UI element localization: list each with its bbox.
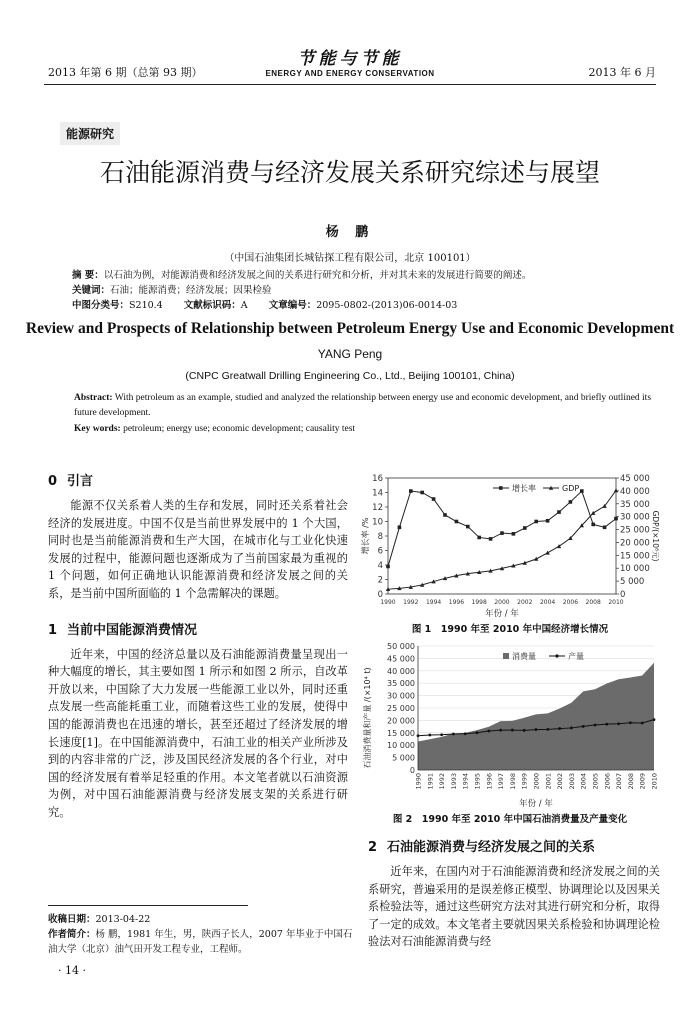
x-tick-label: 1999 (520, 773, 529, 790)
data-point (546, 728, 549, 731)
section-0-title: 引言 (67, 474, 94, 489)
right-column (368, 836, 660, 951)
data-point (546, 519, 550, 523)
x-tick-label: 2001 (544, 773, 553, 790)
data-point (499, 729, 502, 732)
right-tick-label: 35 000 (620, 499, 650, 510)
series-area-消费量 (418, 663, 654, 770)
y-tick-label: 30 000 (387, 691, 415, 701)
left-tick-label: 14 (372, 488, 383, 499)
x-tick-label: 2006 (562, 599, 579, 606)
section-1-number: 1 (48, 622, 58, 638)
legend-label: 消费量 (512, 652, 536, 661)
data-point (580, 489, 584, 493)
y-tick-label: 0 (409, 766, 415, 775)
header-divider (44, 84, 656, 85)
data-point (398, 526, 402, 530)
data-point (452, 733, 455, 736)
figure-2 (358, 640, 658, 810)
data-point (653, 718, 656, 721)
x-tick-label: 1998 (471, 599, 487, 606)
data-point (603, 526, 607, 530)
data-point (641, 722, 644, 725)
received-date (48, 912, 358, 927)
y-tick-label: 15 000 (387, 728, 415, 738)
series-line-GDP (388, 490, 616, 589)
section-1-title: 当前中国能源消费情况 (67, 622, 198, 638)
data-point (534, 557, 538, 561)
section-0-number: 0 (48, 474, 58, 489)
right-tick-label: 0 (620, 590, 626, 600)
data-point (428, 734, 431, 737)
article-no-label: 文章编号： (268, 300, 317, 311)
bio-text: 杨 鹏，1981 年生，男，陕西子长人，2007 年毕业于中国石油大学（北京）油气田开发工程专业，工程师。 (48, 929, 353, 955)
section-0-heading (48, 470, 348, 489)
section-1-paragraph: 近年来，中国的经济总量以及石油能源消费量呈现出一种大幅度的增长，其主要如图 1 所示和如图 2 所示，自改革开放以来，中国除了大力发展一些能源工业以外，同时还重点发展一些高能耗重工业，而随着这些工业的发展，使得中国的能源消费也在迅速的增长，甚至还超过了经济发展的增长速度[1]。在中国能源消费中，石油工业的相关产业所涉及到的内容非常的广泛，涉及国民经济发展的各个行业，对中国的经济发展有着举足轻重的作用。本文笔者就以石油资源为例，对中国石油能源消费与经济发展支架的关系进行研究。 (48, 647, 348, 819)
data-point (591, 511, 595, 515)
data-point (582, 725, 585, 728)
section-2-heading (368, 836, 660, 855)
x-tick-label: 2004 (579, 773, 588, 790)
keywords-text: 石油；能源消费；经济发展；因果检验 (110, 285, 272, 296)
english-keywords (74, 424, 656, 434)
author-bio (48, 927, 358, 957)
article-title: 石油能源消费与经济发展关系研究综述与展望 (99, 158, 600, 187)
x-tick-label: 1995 (473, 773, 482, 790)
x-tick-label: 2006 (603, 773, 612, 790)
data-point (570, 727, 573, 730)
article-no-value: 2095-0802-(2013)06-0014-03 (316, 300, 458, 311)
abstract-text: 以石油为例，对能源消费和经济发展之间的关系进行研究和分析，并对其未来的发展进行简要的阐述。 (103, 270, 532, 281)
data-point (440, 733, 443, 736)
x-tick-label: 2008 (626, 773, 635, 790)
x-tick-label: 2002 (517, 599, 533, 606)
x-tick-label: 2000 (494, 599, 510, 606)
x-tick-label: 1993 (449, 773, 458, 790)
section-2-paragraph: 近年来，在国内对于石油能源消费和经济发展之间的关系研究，普遍采用的是误差修正模型、协调理论以及因果关系检验法等，通过这些研究方法对其进行研究和分析，取得了一定的成效。本文笔者主要就因果关系检验和协调理论检验法对石油能源消费与经 (368, 865, 660, 949)
legend-label: 产量 (568, 652, 584, 661)
y-tick-label: 50 000 (387, 642, 415, 651)
y-tick-label: 45 000 (387, 654, 415, 664)
y-tick-label: 25 000 (387, 704, 415, 713)
x-tick-label: 1994 (425, 599, 442, 606)
figure-2-caption: 图 2 1990 年至 2010 年中国石油消费量及产量变化 (392, 814, 628, 825)
series-line-增长率 (388, 491, 616, 566)
x-tick-label: 1992 (403, 599, 419, 606)
data-point (409, 489, 413, 493)
y-axis-title: 石油消费量和产量 /(×10⁴ t) (363, 667, 372, 769)
x-tick-label: 2003 (567, 773, 576, 790)
data-point (489, 537, 493, 541)
x-tick-label: 1996 (448, 599, 465, 606)
data-point (455, 520, 459, 524)
x-tick-label: 1994 (461, 773, 470, 790)
received-value: 2013-04-22 (95, 914, 151, 925)
left-axis-title: 增长率 /% (361, 517, 370, 555)
data-point (557, 510, 561, 514)
x-tick-label: 1992 (438, 773, 447, 790)
data-point (523, 526, 527, 530)
x-tick-label: 1990 (414, 773, 423, 790)
left-tick-label: 4 (377, 561, 383, 571)
abstract-label: 摘 要： (72, 270, 104, 281)
data-point (617, 722, 620, 725)
data-point (569, 500, 573, 504)
x-tick-label: 2004 (539, 599, 556, 606)
data-point (535, 728, 538, 731)
clc-label: 中图分类号： (72, 300, 130, 311)
english-affiliation: (CNPC Greatwall Drilling Engineering Co., Ltd., Beijing 100101, China) (185, 370, 515, 382)
data-point (386, 565, 390, 569)
data-point (476, 731, 479, 734)
left-tick-label: 16 (372, 474, 383, 484)
english-keywords-label: Key words: (74, 424, 121, 434)
journal-name-en: ENERGY AND ENERGY CONSERVATION (265, 69, 435, 78)
section-0-paragraph: 能源不仅关系着人类的生存和发展，同时还关系着社会经济的发展进度。中国不仅是当前世界发展中的 1 个大国，同时也是当前能源消费和生产大国，在城市化与工业化快速发展的过程中，能源问题也逐渐成为了当前国家最为重视的 1 个问题，如何正确地认识能源消费和经济发展之间的关系，是当前中国所面临的 1 个急需解决的课题。 (48, 499, 348, 600)
legend-label: 增长率 (512, 484, 536, 493)
left-tick-label: 8 (377, 532, 383, 542)
data-point (594, 724, 597, 727)
left-column (48, 470, 348, 822)
right-tick-label: 10 000 (620, 564, 650, 575)
affiliation: （中国石油集团长城钻探工程有限公司，北京 100101） (224, 253, 476, 264)
keywords-label: 关键词： (72, 285, 111, 296)
right-tick-label: 5 000 (620, 577, 645, 588)
issue-info: 2013 年第 6 期（总第 93 期） (48, 66, 203, 79)
legend-marker (555, 654, 558, 657)
data-point (443, 513, 447, 517)
right-tick-label: 20 000 (620, 538, 650, 549)
y-tick-label: 35 000 (387, 679, 415, 689)
x-tick-label: 2005 (591, 773, 600, 790)
plot-frame (388, 478, 616, 594)
figure-1-chart (358, 470, 658, 620)
section-tag: 能源研究 (60, 122, 120, 145)
clc-value: S210.4 (129, 300, 163, 311)
footnote-divider (48, 905, 248, 906)
left-tick-label: 0 (377, 590, 383, 600)
english-abstract (74, 391, 656, 421)
data-point (464, 732, 467, 735)
left-tick-label: 2 (377, 575, 383, 586)
english-abstract-text: With petroleum as an example, studied and analyzed the relationship between energy use and economic development, and briefly outlined its future development. (74, 393, 652, 418)
right-tick-label: 25 000 (620, 525, 650, 536)
classification-line (72, 299, 656, 313)
legend-marker (499, 486, 503, 490)
right-tick-label: 15 000 (620, 551, 650, 562)
legend-label: GDP (562, 484, 580, 493)
data-point (500, 531, 504, 535)
right-tick-label: 45 000 (620, 474, 650, 484)
english-keywords-text: petroleum; energy use; economic development; causality test (123, 424, 356, 434)
figure-2-chart (358, 640, 658, 810)
data-point (487, 730, 490, 733)
data-point (512, 532, 516, 536)
data-point (511, 729, 514, 732)
author: 杨 鹏 (325, 225, 375, 240)
x-axis-title: 年份 / 年 (485, 609, 519, 619)
x-tick-label: 1997 (497, 773, 506, 790)
bio-label: 作者简介： (48, 929, 96, 940)
x-tick-label: 2009 (638, 773, 647, 790)
right-axis-title: GDP/(×10⁸元) (651, 510, 660, 562)
issue-date: 2013 年 6 月 (588, 66, 656, 79)
journal-name-cn: 节能与节能 (297, 49, 403, 69)
x-axis-title: 年份 / 年 (519, 799, 553, 809)
section-1-heading (48, 619, 348, 638)
x-tick-label: 1998 (508, 773, 517, 790)
data-point (558, 727, 561, 730)
y-tick-label: 40 000 (387, 666, 415, 676)
page-number: · 14 · (58, 964, 86, 977)
section-2-title: 石油能源消费与经济发展之间的关系 (387, 840, 596, 855)
english-author: YANG Peng (317, 347, 383, 361)
right-tick-label: 30 000 (620, 512, 650, 523)
keywords-cn (72, 284, 656, 298)
figure-1-caption: 图 1 1990 年至 2010 年中国经济增长情况 (411, 624, 609, 635)
data-point (605, 723, 608, 726)
data-point (534, 520, 538, 524)
data-point (614, 517, 618, 521)
left-tick-label: 12 (372, 503, 383, 513)
legend-swatch (503, 653, 509, 659)
right-tick-label: 40 000 (620, 486, 650, 497)
doc-code-value: A (240, 300, 248, 311)
english-title: Review and Prospects of Relationship between Petroleum Energy Use and Economic Development (25, 320, 675, 337)
x-tick-label: 2000 (532, 773, 541, 790)
y-tick-label: 10 000 (387, 741, 415, 751)
doc-code-label: 文献标识码： (183, 300, 241, 311)
x-tick-label: 2002 (556, 773, 565, 790)
left-tick-label: 10 (372, 517, 383, 528)
data-point (614, 488, 618, 492)
data-point (629, 721, 632, 724)
x-tick-label: 2008 (585, 599, 601, 606)
data-point (466, 525, 470, 529)
data-point (591, 523, 595, 527)
x-tick-label: 2007 (615, 773, 624, 790)
y-tick-label: 5 000 (392, 753, 415, 763)
y-tick-label: 20 000 (387, 716, 415, 726)
figure-1 (358, 470, 658, 620)
x-tick-label: 1990 (380, 599, 396, 606)
x-tick-label: 2010 (608, 599, 624, 606)
data-point (545, 551, 549, 555)
left-tick-label: 6 (377, 546, 383, 557)
data-point (420, 491, 424, 495)
data-point (477, 536, 481, 540)
data-point (523, 729, 526, 732)
x-tick-label: 2010 (650, 773, 659, 790)
received-label: 收稿日期： (48, 914, 96, 925)
x-tick-label: 1991 (426, 773, 435, 790)
x-tick-label: 1996 (485, 773, 494, 790)
data-point (432, 497, 436, 501)
abstract-cn (72, 269, 656, 283)
section-2-number: 2 (368, 840, 378, 855)
english-abstract-label: Abstract: (74, 393, 113, 403)
